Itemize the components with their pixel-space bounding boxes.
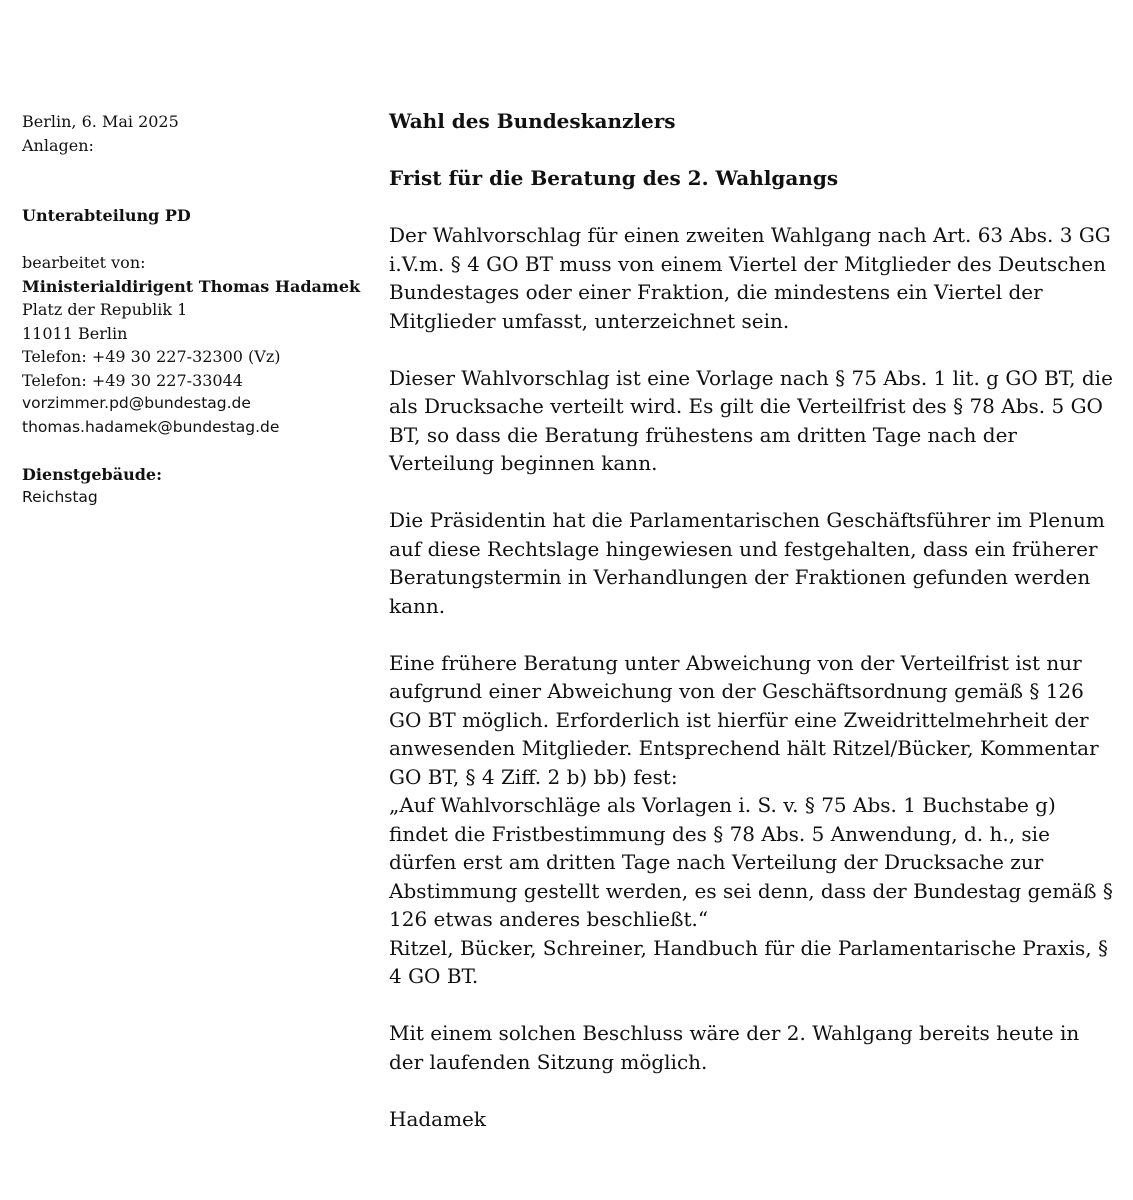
paragraph-ballot-proposal: Der Wahlvorschlag für einen zweiten Wahlgang nach Art. 63 Abs. 3 GG i.V.m. § 4 GO BT muss von einem Viertel der Mitglieder des Deutschen Bundestages oder einer Fraktion, die mindestens ein Viertel der Mitglieder umfasst, unterzeichnet sein. bbox=[389, 223, 1111, 333]
building-name: Reichstag bbox=[22, 488, 98, 506]
spacer bbox=[22, 439, 377, 463]
citation-source: Ritzel, Bücker, Schreiner, Handbuch für die Parlamentarische Praxis, § 4 GO BT. bbox=[389, 935, 1109, 988]
memo-body bbox=[389, 107, 1114, 1162]
paragraph-deviation bbox=[389, 649, 1114, 991]
address-street: Platz der Republik 1 bbox=[22, 300, 188, 319]
building-label: Dienstgebäude: bbox=[22, 464, 162, 484]
spacer bbox=[22, 228, 377, 252]
edited-by-label: bearbeitet von: bbox=[22, 253, 146, 272]
phone-office: Telefon: +49 30 227-32300 (Vz) bbox=[22, 347, 281, 366]
letterhead-sidebar bbox=[22, 110, 377, 510]
date-line: Berlin, 6. Mai 2025 bbox=[22, 112, 179, 131]
paragraph-distribution-period: Dieser Wahlvorschlag ist eine Vorlage nach § 75 Abs. 1 lit. g GO BT, die als Drucksache verteilt wird. Es gilt die Verteilfrist des § 78 Abs. 5 GO BT, so dass die Beratung frühestens am dritten Tage nach der Verteilung beginnen kann. bbox=[389, 365, 1113, 475]
email-office: vorzimmer.pd@bundestag.de bbox=[22, 394, 251, 412]
paragraph-conclusion: Mit einem solchen Beschluss wäre der 2. Wahlgang bereits heute in der laufenden Sitzung möglich. bbox=[389, 1021, 1080, 1074]
email-direct: thomas.hadamek@bundestag.de bbox=[22, 417, 280, 436]
attachments-label: Anlagen: bbox=[22, 135, 94, 155]
official-name: Ministerialdirigent Thomas Hadamek bbox=[22, 276, 361, 296]
department-name: Unterabteilung PD bbox=[22, 206, 191, 225]
paragraph-president-note: Die Präsidentin hat die Parlamentarischen Geschäftsführer im Plenum auf diese Rechtslage hingewiesen und festgehalten, dass ein früherer Beratungstermin in Verhandlungen der Fraktionen gefunden werden kann. bbox=[389, 508, 1105, 618]
document-subtitle: Frist für die Beratung des 2. Wahlgangs bbox=[389, 166, 839, 190]
signature: Hadamek bbox=[389, 1106, 487, 1131]
deviation-text: Eine frühere Beratung unter Abweichung von der Verteilfrist ist nur aufgrund einer Abweichung von der Geschäftsordnung gemäß § 126 GO BT möglich. Erforderlich ist hierfür eine Zweidrittelmehrheit der anwesenden Mitglieder. Entsprechend hält Ritzel/Bücker, Kommentar GO BT, § 4 Ziff. 2 b) bb) fest: bbox=[389, 650, 1099, 789]
document-title: Wahl des Bundeskanzlers bbox=[389, 109, 676, 133]
address-city: 11011 Berlin bbox=[22, 323, 128, 343]
spacer bbox=[22, 157, 377, 204]
commentary-quote: „Auf Wahlvorschläge als Vorlagen i. S. v. § 75 Abs. 1 Buchstabe g) findet die Fristbestimmung des § 78 Abs. 5 Anwendung, d. h., sie dürfen erst am dritten Tage nach Verteilung der Drucksache zur Abstimmung gestellt werden, es sei denn, dass der Bundestag gemäß § 126 etwas anderes beschließt.“ bbox=[389, 793, 1113, 931]
phone-direct: Telefon: +49 30 227-33044 bbox=[22, 370, 243, 390]
